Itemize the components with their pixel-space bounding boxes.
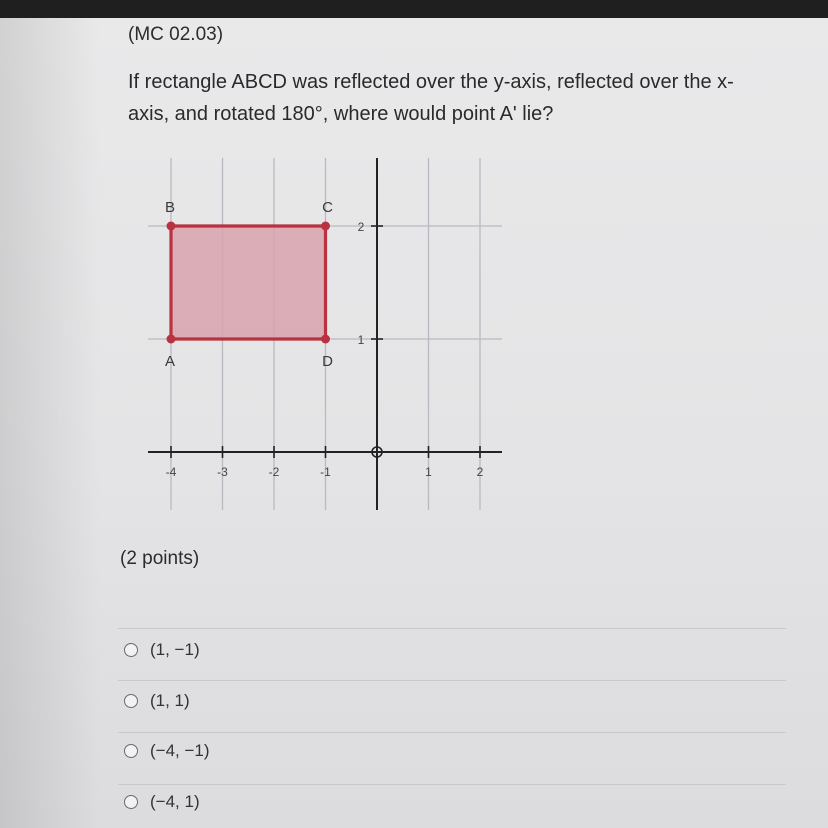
vertex-point xyxy=(321,222,330,231)
answer-choice[interactable] xyxy=(124,640,200,660)
vertex-label: A xyxy=(164,353,176,370)
x-tick-label: -2 xyxy=(268,465,280,479)
vertex-label: D xyxy=(322,353,333,370)
divider xyxy=(118,732,786,733)
vertex-label: B xyxy=(164,199,176,216)
divider xyxy=(118,628,786,629)
y-tick-label: 1 xyxy=(357,333,365,347)
question-text: If rectangle ABCD was reflected over the y-axis, reflected over the x-axis, and rotated 180°, where would point A' lie? xyxy=(128,71,734,125)
rectangle-abcd xyxy=(167,222,331,344)
divider xyxy=(118,784,786,785)
choice-label: (1, 1) xyxy=(150,691,190,710)
vertex-point xyxy=(321,335,330,344)
radio-button[interactable] xyxy=(124,694,138,708)
x-tick-label: -3 xyxy=(217,465,228,479)
choice-label: (−4, −1) xyxy=(150,741,210,760)
radio-button[interactable] xyxy=(124,643,138,657)
radio-button[interactable] xyxy=(124,795,138,809)
x-tick-label: 2 xyxy=(476,465,484,479)
radio-button[interactable] xyxy=(124,744,138,758)
question-id: (MC 02.03) xyxy=(128,24,224,45)
rectangle-shape xyxy=(171,226,326,339)
x-tick-label: -4 xyxy=(165,465,177,479)
coordinate-graph xyxy=(130,150,510,520)
answer-choice[interactable] xyxy=(124,792,200,812)
choice-label: (−4, 1) xyxy=(150,792,200,811)
choice-label: (1, −1) xyxy=(150,640,200,659)
vertex-label: C xyxy=(322,199,333,216)
y-tick-label: 2 xyxy=(357,220,365,234)
divider xyxy=(118,680,786,681)
x-tick-label: 1 xyxy=(425,465,432,479)
vertex-point xyxy=(167,222,176,231)
answer-choice[interactable] xyxy=(124,691,190,711)
points-value: (2 points) xyxy=(120,548,200,569)
x-tick-label: -1 xyxy=(320,465,331,479)
answer-choice[interactable] xyxy=(124,741,210,761)
vertex-point xyxy=(167,335,176,344)
